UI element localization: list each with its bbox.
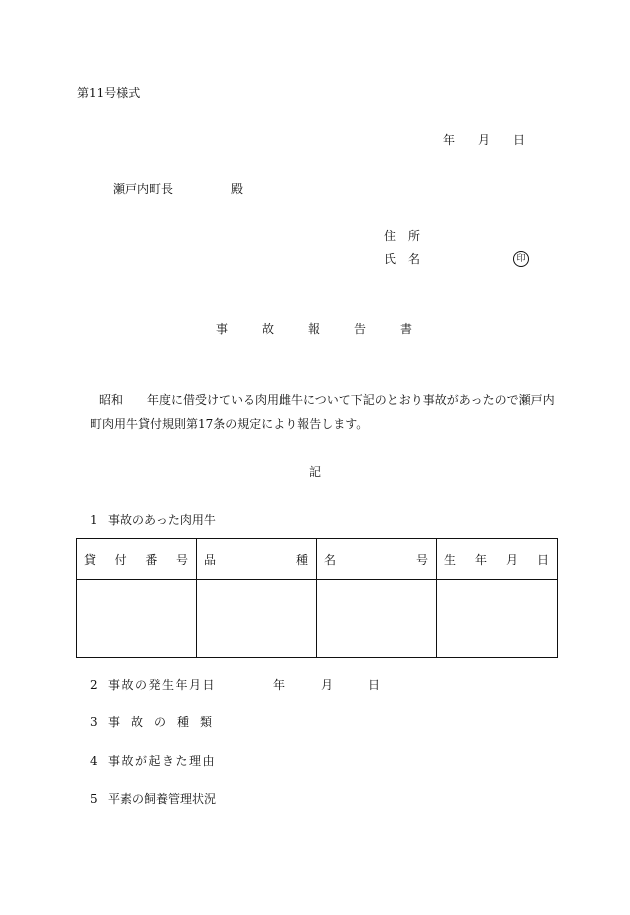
item-3-char: 種	[176, 715, 189, 729]
address-label	[384, 230, 420, 242]
addressee-name: 瀬戸内町長	[113, 182, 174, 196]
item-5-label: 平素の飼養管理状況	[108, 792, 217, 806]
title-char: 故	[261, 322, 274, 336]
header-char: 号	[175, 552, 188, 567]
date-day-label: 日	[512, 133, 525, 147]
item-4-number: 4	[90, 754, 98, 768]
body-line-1: 年度に借受けている肉用雌牛について下記のとおり事故があったので瀬戸内	[147, 393, 555, 407]
item-2-month: 月	[321, 678, 334, 692]
col-header-loan-number	[77, 539, 197, 580]
ki-label: 記	[309, 465, 322, 479]
date-year-label: 年	[443, 133, 456, 147]
item-5-number: 5	[90, 792, 98, 806]
item-4-label: 事故が起きた理由	[108, 754, 217, 768]
item-3-char: 事	[108, 715, 121, 729]
name-label-char: 氏	[384, 252, 397, 266]
seal-mark: 印	[513, 251, 529, 267]
date-month-label: 月	[477, 133, 490, 147]
date-line	[443, 134, 525, 146]
header-char: 生	[444, 552, 457, 567]
title-char: 報	[307, 322, 320, 336]
header-char: 付	[114, 552, 127, 567]
header-char: 品	[204, 552, 217, 567]
header-char: 名	[324, 552, 337, 567]
address-label-char: 所	[407, 229, 420, 243]
item-2-label: 事故の発生年月日	[108, 678, 217, 692]
table-cell[interactable]	[197, 580, 317, 658]
col-header-name	[317, 539, 437, 580]
item-3-label	[108, 716, 212, 728]
col-header-birth-date	[437, 539, 558, 580]
header-char: 年	[474, 552, 487, 567]
header-char: 貸	[84, 552, 97, 567]
item-3-char: 故	[130, 715, 143, 729]
item-2-number: 2	[90, 678, 98, 692]
header-char: 番	[145, 552, 158, 567]
form-number: 第11号様式	[77, 86, 141, 100]
item-1-number: 1	[90, 513, 98, 527]
body-line-2: 町肉用牛貸付規則第17条の規定により報告します。	[90, 417, 369, 431]
cattle-table	[76, 538, 558, 658]
item-3-char: 類	[199, 715, 212, 729]
item-1-label: 事故のあった肉用牛	[108, 513, 216, 527]
name-label	[384, 253, 420, 265]
item-2-day: 日	[368, 678, 381, 692]
address-label-char: 住	[384, 229, 397, 243]
name-label-char: 名	[407, 252, 420, 266]
header-char: 日	[536, 552, 549, 567]
table-header-row	[77, 539, 558, 580]
table-cell[interactable]	[317, 580, 437, 658]
body-era: 昭和	[99, 393, 124, 407]
addressee-honorific: 殿	[231, 182, 244, 196]
item-2-year: 年	[273, 678, 286, 692]
header-char: 種	[295, 552, 308, 567]
col-header-breed	[197, 539, 317, 580]
table-row	[77, 580, 558, 658]
title-char: 告	[353, 322, 366, 336]
header-char: 号	[415, 552, 428, 567]
table-cell[interactable]	[437, 580, 558, 658]
table-cell[interactable]	[77, 580, 197, 658]
header-char: 月	[505, 552, 518, 567]
title-char: 書	[399, 322, 412, 336]
document-title	[216, 323, 412, 335]
item-3-number: 3	[90, 715, 98, 729]
item-3-char: の	[153, 715, 166, 729]
title-char: 事	[216, 322, 229, 336]
